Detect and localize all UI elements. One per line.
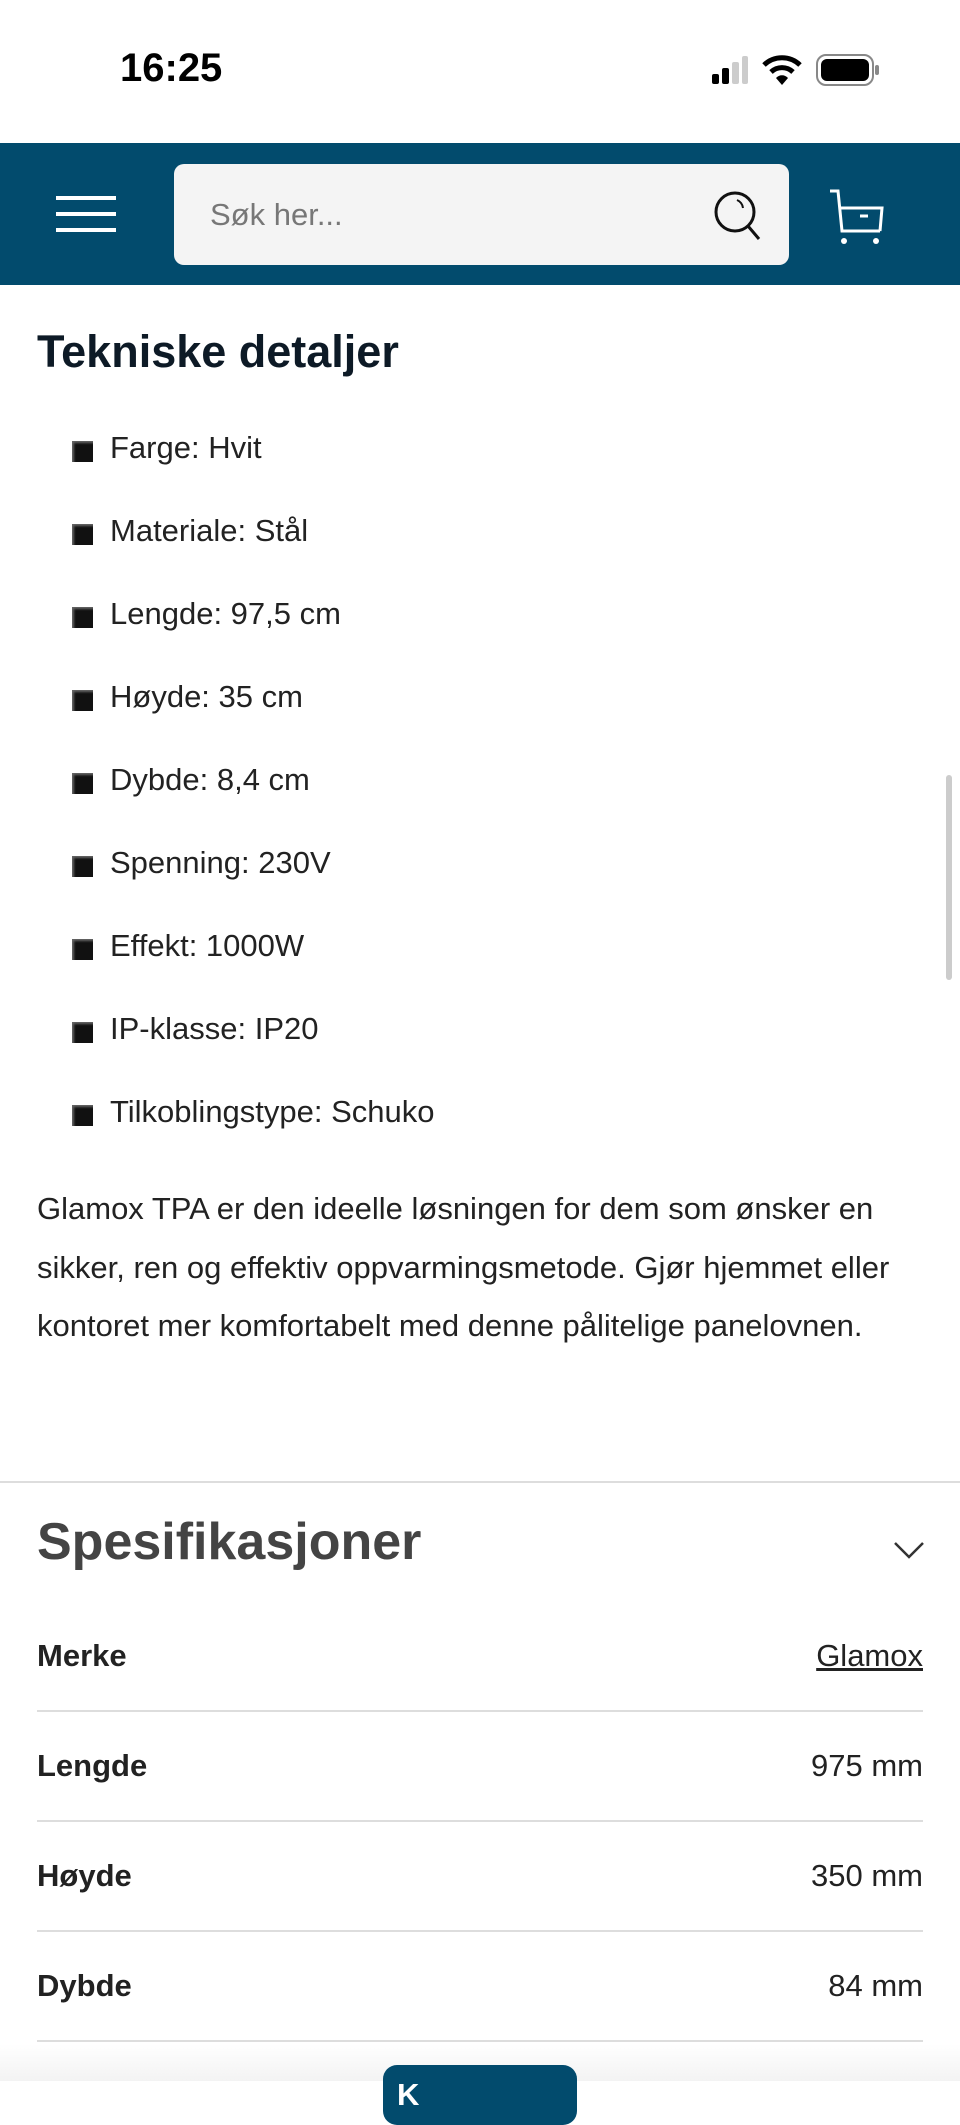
- list-item: Farge: Hvit: [72, 430, 435, 513]
- table-row: Høyde 350 mm: [37, 1822, 923, 1932]
- signal-icon: [712, 56, 748, 84]
- buy-button[interactable]: K: [383, 2065, 577, 2125]
- list-item: Lengde: 97,5 cm: [72, 596, 435, 679]
- technical-details-list: [72, 430, 435, 1177]
- search-box: [174, 164, 789, 265]
- list-item: Dybde: 8,4 cm: [72, 762, 435, 845]
- list-item: Materiale: Stål: [72, 513, 435, 596]
- chevron-down-icon[interactable]: [893, 1540, 925, 1560]
- brand-link[interactable]: Glamox: [816, 1638, 923, 1673]
- list-item: Spenning: 230V: [72, 845, 435, 928]
- status-time: 16:25: [120, 46, 223, 90]
- hamburger-menu-icon[interactable]: [56, 196, 116, 232]
- scrollbar[interactable]: [946, 775, 952, 980]
- product-description: Glamox TPA er den ideelle løsningen for dem som ønsker en sikker, ren og effektiv oppvarmingsmetode. Gjør hjemmet eller kontoret mer komfortabelt med denne pålitelige panelovnen.: [37, 1191, 890, 1343]
- cart-icon[interactable]: [828, 188, 886, 244]
- divider: [0, 1481, 960, 1483]
- table-row: Dybde 84 mm: [37, 1932, 923, 2042]
- status-bar: [0, 0, 960, 143]
- top-nav: [0, 143, 960, 285]
- table-row: Merke Glamox: [37, 1602, 923, 1712]
- wifi-icon: [762, 55, 802, 85]
- search-input[interactable]: [210, 164, 690, 265]
- list-item: Høyde: 35 cm: [72, 679, 435, 762]
- table-row: Lengde 975 mm: [37, 1712, 923, 1822]
- list-item: Effekt: 1000W: [72, 928, 435, 1011]
- search-icon[interactable]: [713, 190, 763, 242]
- list-item: Tilkoblingstype: Schuko: [72, 1094, 435, 1177]
- list-item: IP-klasse: IP20: [72, 1011, 435, 1094]
- battery-icon: [816, 54, 880, 86]
- specifications-table: [37, 1602, 923, 2042]
- specifications-title[interactable]: Spesifikasjoner: [37, 1513, 422, 1571]
- technical-details-title: Tekniske detaljer: [37, 326, 399, 377]
